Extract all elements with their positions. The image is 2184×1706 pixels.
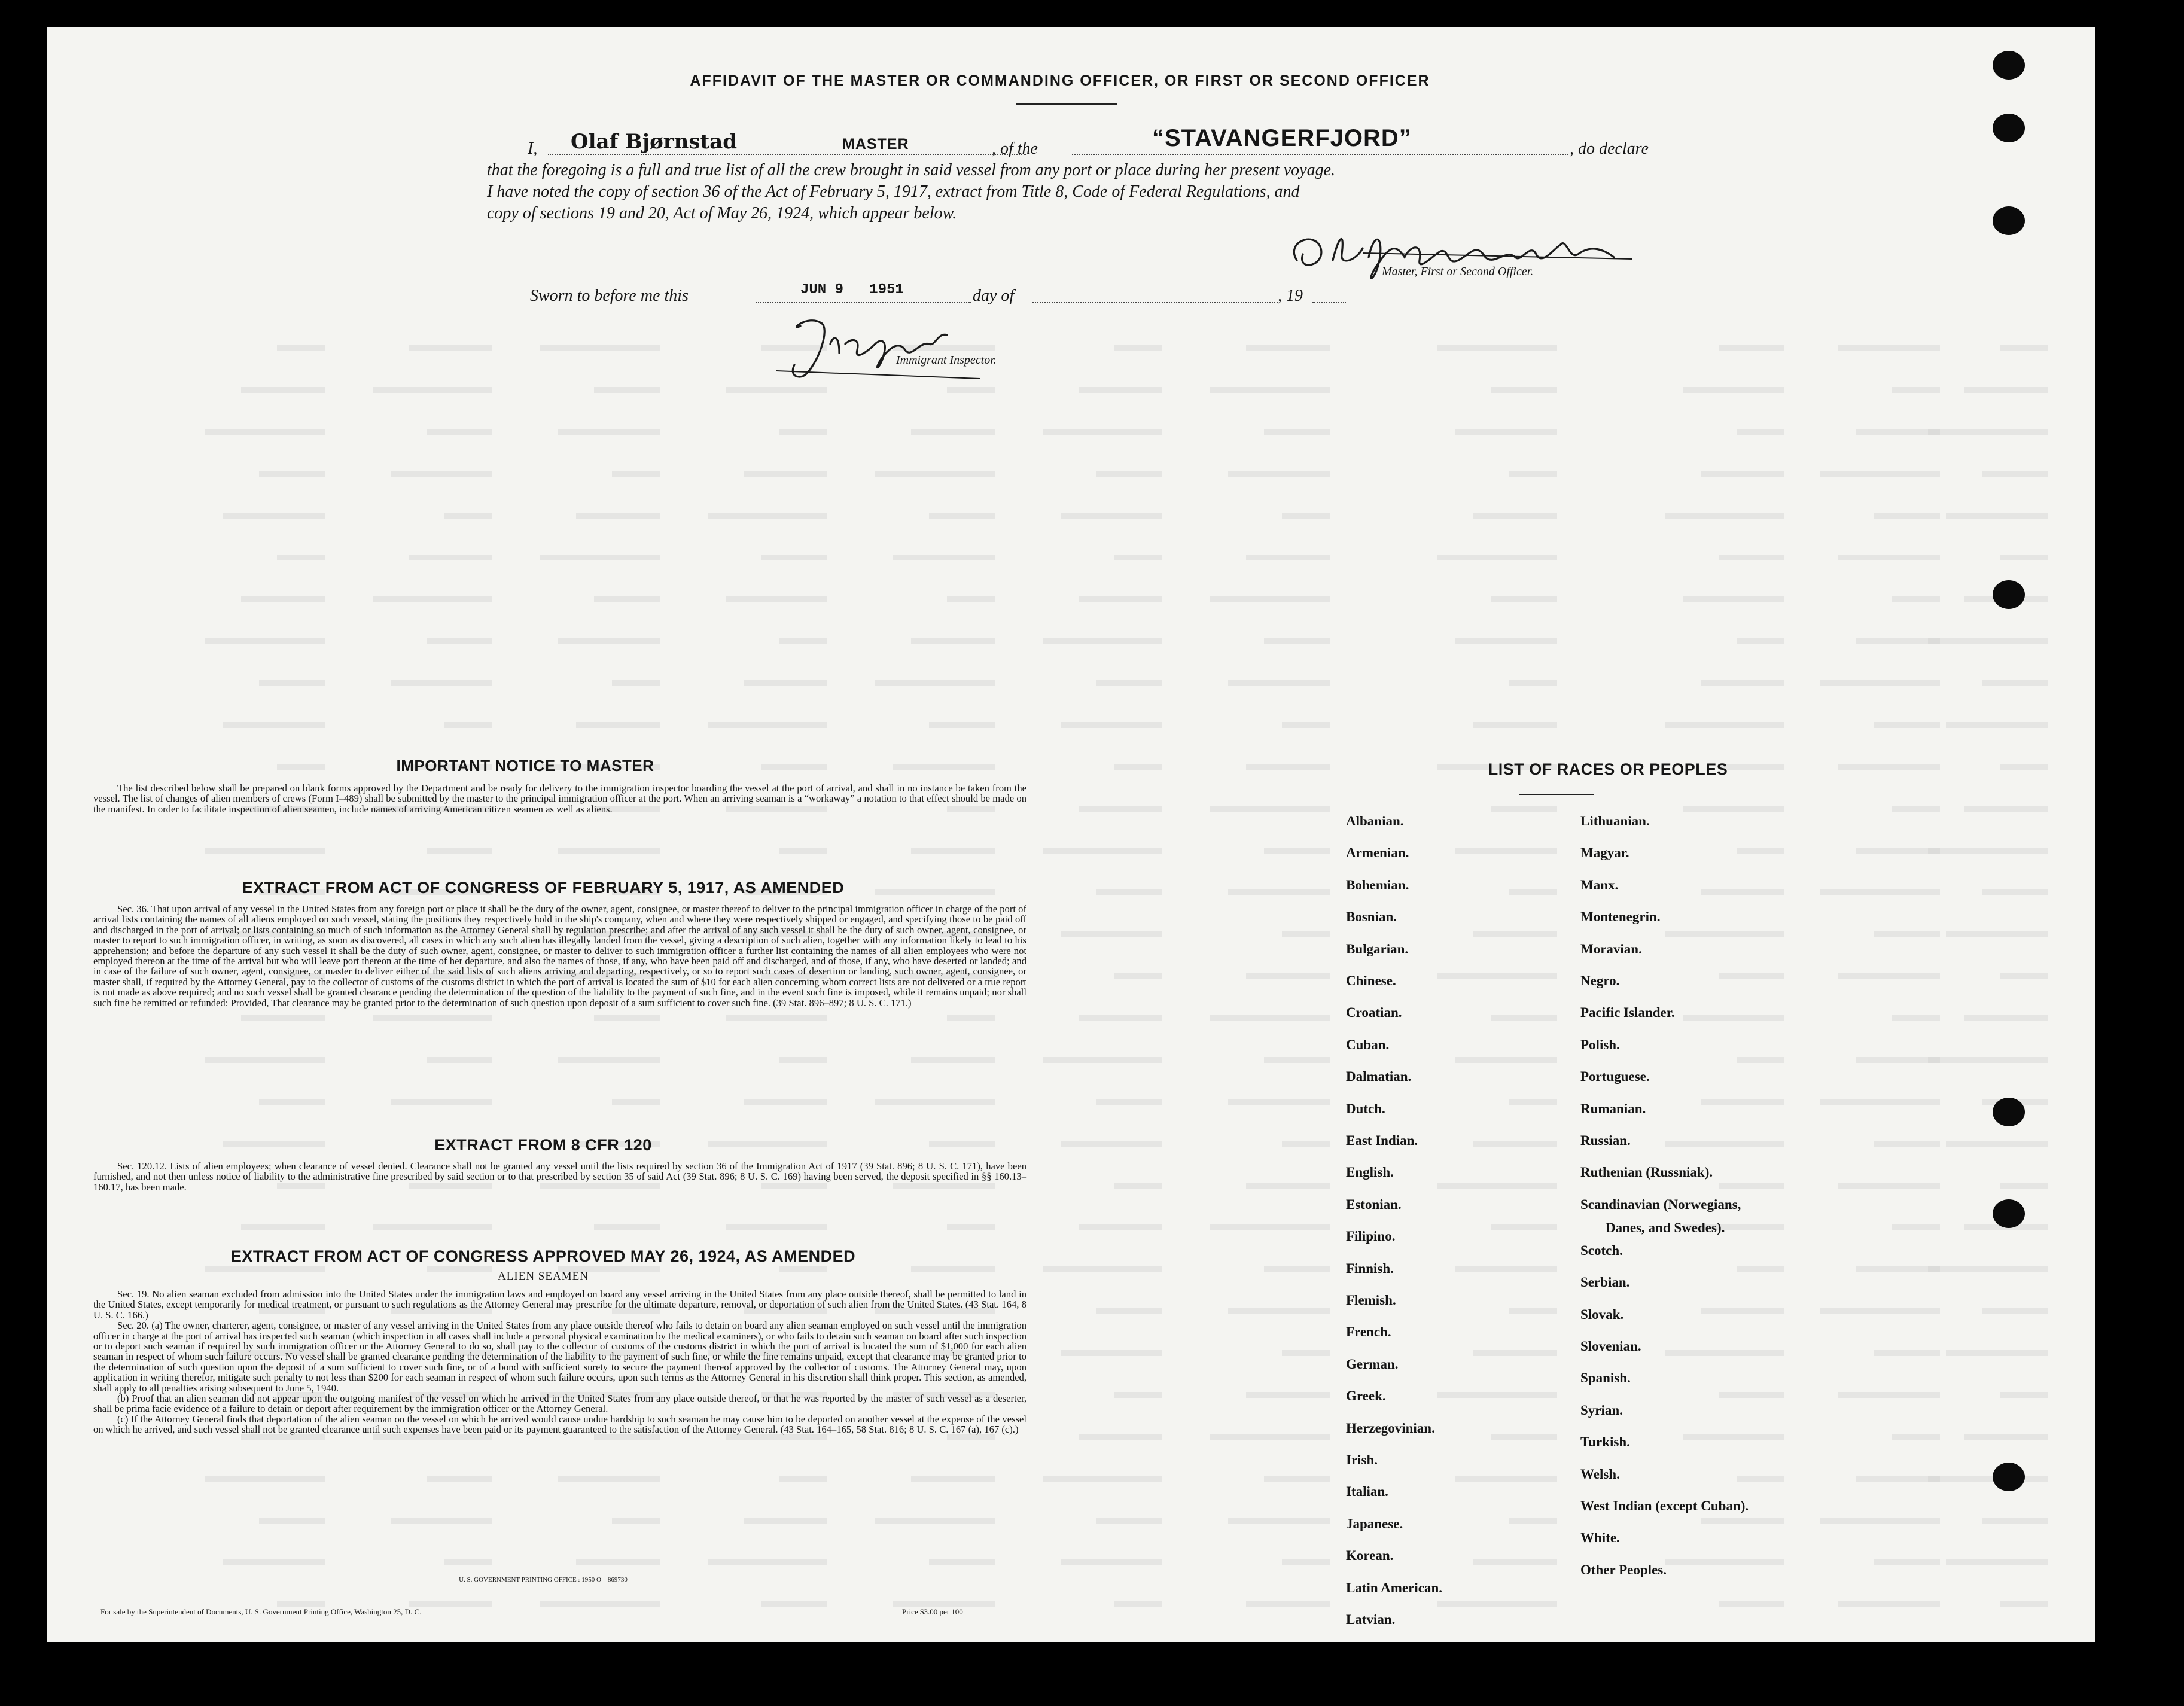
day-of-label: day of <box>973 287 1015 305</box>
race-item: Irish. <box>1346 1452 1378 1467</box>
extract-cfr-body <box>93 1161 1026 1192</box>
race-item: Dalmatian. <box>1346 1069 1412 1084</box>
races-title: LIST OF RACES OR PEOPLES <box>1488 760 1728 778</box>
race-item: Latvian. <box>1346 1612 1396 1627</box>
race-item: Other Peoples. <box>1580 1562 1667 1577</box>
race-item: Estonian. <box>1346 1196 1402 1212</box>
race-item: Korean. <box>1346 1548 1394 1564</box>
declaration-line-4: copy of sections 19 and 20, Act of May 26, 1924, which appear below. <box>487 204 957 223</box>
race-item: West Indian (except Cuban). <box>1580 1498 1749 1513</box>
document-page <box>47 27 2095 1642</box>
punch-hole <box>1993 114 2025 142</box>
race-item: Negro. <box>1580 973 1620 988</box>
gpo-line: U. S. GOVERNMENT PRINTING OFFICE : 1950 O – 869730 <box>459 1576 628 1583</box>
race-item: Serbian. <box>1580 1275 1630 1290</box>
sec-20b-paragraph: (b) Proof that an alien seaman did not appear upon the outgoing manifest of the vessel on which he arrived in the United States from any place outside thereof, or that he was reported by the master of such vessel as a deserter, shall be prima facie evidence of a failure to detain or deport after requirement by the immigration officer or the Attorney General. <box>93 1393 1026 1415</box>
punch-hole <box>1993 1199 2025 1228</box>
extract-1917-body <box>93 904 1026 1008</box>
alien-seamen-subtitle: ALIEN SEAMEN <box>498 1270 589 1282</box>
title-rule <box>1016 103 1117 105</box>
race-item: Syrian. <box>1580 1402 1623 1418</box>
race-item: Turkish. <box>1580 1434 1630 1450</box>
declaration-line-2: that the foregoing is a full and true list of all the crew brought in said vessel from any port or place during her present voyage. <box>487 161 1336 179</box>
signature-caption: Master, First or Second Officer. <box>1382 265 1534 278</box>
race-item: Finnish. <box>1346 1260 1394 1276</box>
sec-120-paragraph: Sec. 120.12. Lists of alien employees; when clearance of vessel denied. Clearance shall not be granted any vessel until the lists required by section 36 of the Immigration Act of 1917 (39 Stat. 896; 8 U. S. C. 171), have been furnished, and not then unless notice of liability to the administrative fine prescribed by said section or to that prescribed by section 35 of said Act (39 Stat. 896; 8 U. S. C. 169) having been served, the deposit specified in §§ 160.13–160.17, has been made. <box>93 1160 1026 1193</box>
race-item: Slovak. <box>1580 1306 1624 1322</box>
masters-name: Olaf Bjørnstad <box>571 130 738 154</box>
year-line <box>1312 302 1346 303</box>
race-item: East Indian. <box>1346 1133 1418 1148</box>
notice-body <box>93 783 1026 814</box>
race-item: Portuguese. <box>1580 1069 1650 1084</box>
sec-36-paragraph: Sec. 36. That upon arrival of any vessel in the United States from any foreign port or place it shall be the duty of the owner, agent, consignee, or master thereof to deliver to the principal immigration officer in charge of the port of arrival lists containing the names of all aliens employed on such vessel, stating the positions they respectively hold in the ship's company, when and where they were respectively shipped or engaged, and specifying those to be paid off and discharged in the port of arrival; or lists containing so much of such information as the Attorney General shall by regulation prescribe; and after the arrival of any such vessel it shall be the duty of such owner, agent, consignee, or master to report to such immigration officer, in writing, as soon as discovered, all cases in which any such alien has illegally landed from the vessel, giving a description of such alien, together with any information likely to lead to his apprehension; and before the departure of any such vessel it shall be the duty of such owner, agent, consignee, or master to deliver to such immigration officer a further list containing the names of all alien employees who were not employed thereon at the time of the arrival but who will leave port thereon at the time of her departure, and also the names of those, if any, who have been paid off and discharged, and of those, if any, who have deserted or landed; and in case of the failure of such owner, agent, consignee, or master to deliver either of the said lists of such aliens arriving and departing, respectively, or so to report such cases of desertion or landing, such owner, agent, consignee, or master shall, if required by the Attorney General, pay to the collector of customs of the customs district in which the port of arrival is located the sum of $10 for each alien concerning whom correct lists are not delivered or a true report is not made as above required; and no such vessel shall be granted clearance pending the determination of the question of the liability to the payment of such fine, and in the event such fine is imposed, while it remains unpaid; nor shall such fine be remitted or refunded: Provided, That clearance may be granted prior to the determination of such question upon deposit of a sum sufficient to cover such fine. (39 Stat. 896–897; 8 U. S. C. 171.) <box>93 903 1026 1009</box>
race-item: Croatian. <box>1346 1005 1402 1020</box>
race-item: Lithuanian. <box>1580 814 1650 828</box>
race-item: Flemish. <box>1346 1293 1396 1308</box>
race-item: Slovenian. <box>1580 1339 1641 1354</box>
sec-20c-paragraph: (c) If the Attorney General finds that deportation of the alien seaman on the vessel on which he arrived would cause undue hardship to such seaman he may cause him to be deported on another vessel at the expense of the vessel on which he arrived, and such vessel shall not be granted clearance until such expenses have been paid or its payment guaranteed to the satisfaction of the Attorney General. (43 Stat. 164–165, 58 Stat. 816; 8 U. S. C. 167 (a), 167 (c).) <box>93 1413 1026 1436</box>
name-line <box>548 154 1026 155</box>
extract-cfr-title: EXTRACT FROM 8 CFR 120 <box>434 1136 652 1154</box>
race-item: Montenegrin. <box>1580 909 1661 925</box>
notice-paragraph: The list described below shall be prepared on blank forms approved by the Department and be ready for delivery to the immigration inspector boarding the vessel at the port of arrival, and shall in no instance be taken from the vessel. The list of changes of alien members of crews (Form I–489) shall be submitted by the master to the principal immigration officer at the port. When an arriving seaman is a “workaway” a notation to that effect should be made on the manifest. In order to facilitate inspection of alien seamen, include names of arriving American citizen seamen as well as aliens. <box>93 782 1026 815</box>
race-item: Spanish. <box>1580 1370 1631 1386</box>
declaration-line-3: I have noted the copy of section 36 of the Act of February 5, 1917, extract from Title 8, Code of Federal Regulations, and <box>487 182 1300 201</box>
race-item: Herzegovinian. <box>1346 1420 1435 1436</box>
sec-19-paragraph: Sec. 19. No alien seaman excluded from admission into the United States under the immigration laws and employed on board any vessel arriving in the United States from any place outside thereof, shall be permitted to land in the United States, except temporarily for medical treatment, or pursuant to such regulations as the Attorney General may prescribe for the ultimate departure, removal, or deportation of such alien from the United States. (43 Stat. 164, 8 U. S. C. 166.) <box>93 1288 1026 1321</box>
inspector-caption: Immigrant Inspector. <box>896 354 997 367</box>
race-item: Albanian. <box>1346 814 1404 828</box>
race-item: Bosnian. <box>1346 909 1397 925</box>
race-item: Moravian. <box>1580 941 1642 956</box>
notice-title: IMPORTANT NOTICE TO MASTER <box>396 757 654 775</box>
race-item: Scandinavian (Norwegians, <box>1580 1196 1741 1212</box>
race-item: Manx. <box>1580 877 1619 892</box>
footer-price: Price $3.00 per 100 <box>902 1607 963 1616</box>
race-item: Magyar. <box>1580 845 1629 861</box>
race-item: Italian. <box>1346 1484 1388 1500</box>
race-item: Russian. <box>1580 1133 1631 1148</box>
race-item: English. <box>1346 1165 1394 1180</box>
sworn-label: Sworn to before me this <box>530 287 689 305</box>
race-item: French. <box>1346 1324 1391 1340</box>
race-item: Japanese. <box>1346 1516 1403 1531</box>
inspector-signature <box>764 308 1016 386</box>
punch-hole <box>1993 580 2025 609</box>
i-label: I, <box>528 139 538 158</box>
year-prefix: , 19 <box>1278 287 1303 305</box>
do-declare-label: , do declare <box>1570 139 1649 158</box>
race-item: Danes, and Swedes). <box>1606 1220 1725 1235</box>
extract-1917-title: EXTRACT FROM ACT OF CONGRESS OF FEBRUARY 5, 1917, AS AMENDED <box>242 879 845 897</box>
race-item: Filipino. <box>1346 1229 1396 1244</box>
of-the-label: , of the <box>992 139 1038 158</box>
race-item: Polish. <box>1580 1037 1620 1052</box>
punch-hole <box>1993 1463 2025 1491</box>
race-item: Cuban. <box>1346 1037 1390 1052</box>
ship-line <box>1072 154 1568 155</box>
race-item: White. <box>1580 1530 1620 1546</box>
race-item: Latin American. <box>1346 1580 1442 1595</box>
extract-1924-body <box>93 1289 1026 1435</box>
punch-hole <box>1993 206 2025 235</box>
race-item: Greek. <box>1346 1388 1386 1404</box>
master-signature <box>1279 224 1650 290</box>
race-item: Dutch. <box>1346 1101 1385 1116</box>
race-item: Ruthenian (Russniak). <box>1580 1165 1713 1180</box>
race-item: Chinese. <box>1346 973 1396 988</box>
race-item: Welsh. <box>1580 1466 1620 1482</box>
punch-hole <box>1993 1098 2025 1126</box>
affidavit-title: AFFIDAVIT OF THE MASTER OR COMMANDING OFFICER, OR FIRST OR SECOND OFFICER <box>690 72 1430 89</box>
race-item: Scotch. <box>1580 1242 1623 1258</box>
sworn-date-line <box>756 302 971 303</box>
race-item: Rumanian. <box>1580 1101 1646 1116</box>
footer-sale-note: For sale by the Superintendent of Documents, U. S. Government Printing Office, Washington 25, D. C. <box>100 1607 422 1616</box>
ship-name: “STAVANGERFJORD” <box>1152 125 1412 151</box>
sworn-date-stamp: JUN 9 1951 <box>800 282 904 298</box>
rank-stamp: MASTER <box>842 136 909 153</box>
month-line <box>1032 302 1278 303</box>
race-item: Bulgarian. <box>1346 941 1409 956</box>
race-item: Pacific Islander. <box>1580 1005 1675 1020</box>
extract-1924-title: EXTRACT FROM ACT OF CONGRESS APPROVED MAY 26, 1924, AS AMENDED <box>230 1247 856 1265</box>
race-item: Bohemian. <box>1346 877 1409 892</box>
races-rule <box>1519 794 1594 795</box>
sec-20a-paragraph: Sec. 20. (a) The owner, charterer, agent, consignee, or master of any vessel arriving in the United States from any place outside thereof who fails to detain on board any alien seaman employed on such vessel until the immigration officer in charge at the port of arrival has inspected such seaman (which inspection in all cases shall include a personal physical examination by the medical examiners), or who fails to detain such seaman on board after such inspection or to deport such seaman if required by such immigration officer or the Attorney General to do so, shall pay to the collector of customs of the customs district in which the port of arrival is located the sum of $1,000 for each alien seaman in respect of whom such failure occurs. No vessel shall be granted clearance pending the determination of the liability to the payment of such fine, or while the fine remains unpaid, except that clearance may be granted prior to the determination of such question upon the deposit of a sum sufficient to cover such fine, or of a bond with sufficient surety to secure the payment thereof approved by the collector of customs. The Attorney General may, upon application in writing therefor, mitigate such penalty to not less than $200 for each seaman in respect of whom such failure occurs, upon such terms as the Attorney General in his discretion shall think proper. This section, as amended, shall apply to all penalties arising subsequent to June 5, 1940. <box>93 1320 1026 1394</box>
race-item: Armenian. <box>1346 845 1409 861</box>
race-item: German. <box>1346 1356 1399 1372</box>
